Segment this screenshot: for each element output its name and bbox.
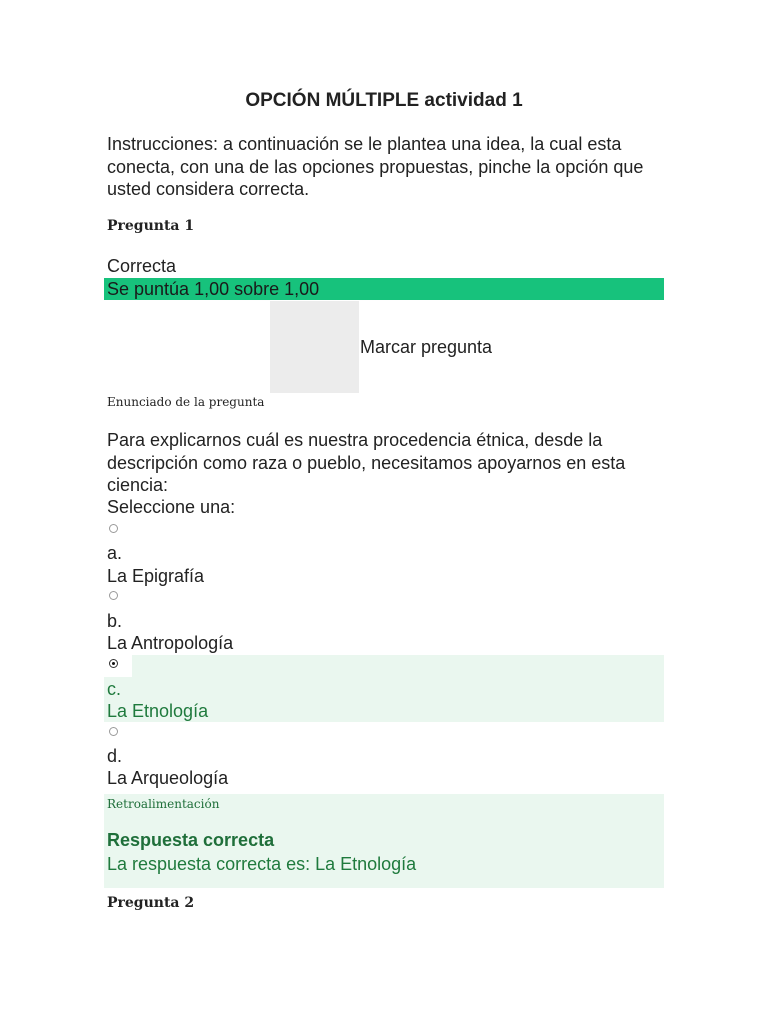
option-c-radio-backdrop — [104, 655, 132, 677]
option-c-radio[interactable] — [109, 659, 118, 668]
option-c-letter: c. — [107, 679, 122, 699]
option-b-radio[interactable] — [109, 591, 118, 600]
page-title: OPCIÓN MÚLTIPLE actividad 1 — [245, 90, 523, 111]
option-a-letter: a. — [107, 543, 123, 563]
feedback-heading: Retroalimentación — [107, 797, 220, 811]
option-b-letter: b. — [107, 611, 123, 631]
option-d-label[interactable]: La Arqueología — [107, 768, 229, 788]
option-a-label[interactable]: La Epigrafía — [107, 566, 205, 586]
flag-icon[interactable] — [270, 301, 359, 393]
option-c-label[interactable]: La Etnología — [107, 701, 209, 721]
question-2-heading: Pregunta 2 — [107, 895, 195, 911]
select-prompt: Seleccione una: — [107, 497, 236, 517]
option-b-label[interactable]: La Antropología — [107, 633, 234, 653]
instructions-text: Instrucciones: a continuación se le plantea una idea, la cual esta conecta, con una de las opciones propuestas, pinche la opción que usted considera correcta. — [107, 134, 644, 199]
option-d-letter: d. — [107, 746, 123, 766]
option-d-radio[interactable] — [109, 727, 118, 736]
statement-heading: Enunciado de la pregunta — [107, 395, 265, 409]
grade-text: Se puntúa 1,00 sobre 1,00 — [107, 279, 320, 299]
question-status: Correcta — [107, 256, 177, 276]
flag-question-link[interactable]: Marcar pregunta — [360, 337, 493, 357]
question-1-heading: Pregunta 1 — [107, 218, 195, 234]
feedback-title: Respuesta correcta — [107, 830, 275, 850]
question-text: Para explicarnos cuál es nuestra procedencia étnica, desde la descripción como raza o pueblo, necesitamos apoyarnos en esta ciencia: — [107, 430, 626, 495]
option-a-radio[interactable] — [109, 524, 118, 533]
feedback-text: La respuesta correcta es: La Etnología — [107, 854, 417, 874]
